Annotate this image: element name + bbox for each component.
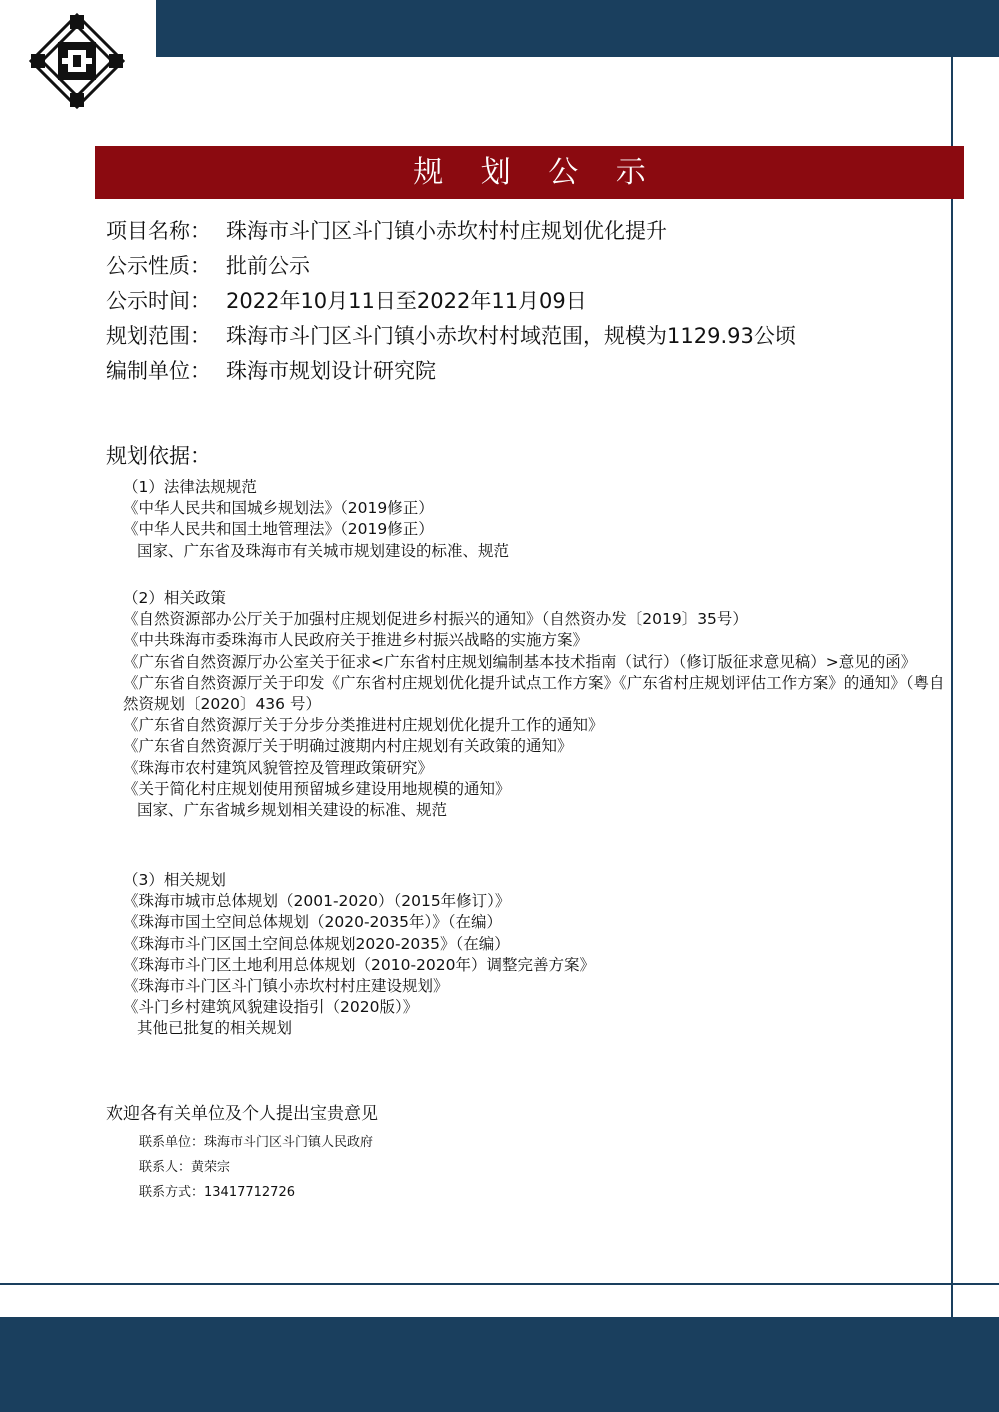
list-item: 《关于简化村庄规划使用预留城乡建设用地规模的通知》: [123, 779, 511, 798]
info-label: 规划范围：: [106, 324, 211, 348]
basis-title: 规划依据：: [106, 444, 211, 468]
info-row-project-name: [106, 216, 796, 251]
list-item: 《珠海市斗门区土地利用总体规划（2010-2020年）调整完善方案》: [123, 955, 595, 974]
list-item: 《珠海市国土空间总体规划（2020-2035年）》（在编）: [123, 913, 502, 932]
info-value: 珠海市规划设计研究院: [226, 359, 436, 383]
list-item: 《中共珠海市委珠海市人民政府关于推进乡村振兴战略的实施方案》: [123, 631, 589, 650]
list-item: 《广东省自然资源厅办公室关于征求<广东省村庄规划编制基本技术指南（试行）（修订版征求意见稿）>意见的函》: [123, 652, 917, 671]
section-heading: （1）法律法规规范: [123, 478, 257, 496]
project-info: [106, 216, 796, 391]
info-label: 项目名称：: [106, 219, 211, 243]
info-value: 2022年10月11日至2022年11月09日: [226, 289, 587, 313]
list-item: 国家、广东省城乡规划相关建设的标准、规范: [137, 801, 448, 820]
section-heading: （3）相关规划: [123, 871, 226, 889]
list-item: 《珠海市斗门区国土空间总体规划2020-2035》（在编）: [123, 934, 510, 953]
list-item: 《中华人民共和国城乡规划法》（2019修正）: [123, 499, 434, 518]
list-item: 国家、广东省及珠海市有关城市规划建设的标准、规范: [137, 541, 510, 560]
title-banner: [95, 146, 964, 199]
section-heading: （2）相关政策: [123, 589, 226, 607]
bottom-frame-line: [0, 1283, 999, 1285]
list-item: 《广东省自然资源厅关于分步分类推进村庄规划优化提升工作的通知》: [123, 716, 604, 735]
planning-emblem-icon: [28, 12, 126, 110]
contact-info: [139, 1130, 373, 1205]
info-row-scope: [106, 321, 796, 356]
list-item: 其他已批复的相关规划: [137, 1019, 293, 1038]
contact-unit: 联系单位：珠海市斗门区斗门镇人民政府: [139, 1135, 374, 1150]
basis-section-laws: [123, 477, 951, 562]
list-item: 《珠海市斗门区斗门镇小赤坎村村庄建设规划》: [123, 977, 449, 996]
contact-person: 联系人：黄荣宗: [139, 1160, 231, 1175]
info-row-compiler: [106, 356, 796, 391]
info-row-period: [106, 286, 796, 321]
page-title: 规 划 公 示: [413, 155, 660, 190]
contact-phone: 联系方式：13417712726: [139, 1185, 295, 1200]
info-label: 编制单位：: [106, 359, 211, 383]
list-item: 《斗门乡村建筑风貌建设指引（2020版）》: [123, 998, 419, 1017]
list-item: 《中华人民共和国土地管理法》（2019修正）: [123, 520, 434, 539]
bottom-footer-band: [0, 1317, 999, 1412]
welcome-message: 欢迎各有关单位及个人提出宝贵意见: [106, 1104, 378, 1124]
info-value: 珠海市斗门区斗门镇小赤坎村村域范围，规模为1129.93公顷: [226, 324, 796, 348]
info-row-nature: [106, 251, 796, 286]
right-frame-line: [951, 57, 953, 1317]
logo-container: [0, 0, 156, 118]
list-item: 《自然资源部办公厅关于加强村庄规划促进乡村振兴的通知》（自然资办发〔2019〕35号）: [123, 610, 748, 629]
info-label: 公示时间：: [106, 289, 211, 313]
info-label: 公示性质：: [106, 254, 211, 278]
info-value: 批前公示: [226, 254, 310, 278]
list-item: 《广东省自然资源厅关于明确过渡期内村庄规划有关政策的通知》: [123, 737, 573, 756]
list-item: 《珠海市城市总体规划（2001-2020）（2015年修订）》: [123, 892, 511, 911]
info-value: 珠海市斗门区斗门镇小赤坎村村庄规划优化提升: [226, 219, 667, 243]
list-item: 《珠海市农村建筑风貌管控及管理政策研究》: [123, 758, 434, 777]
basis-section-plans: [123, 870, 951, 1040]
basis-section-policies: [123, 588, 951, 821]
list-item: 《广东省自然资源厅关于印发《广东省村庄规划优化提升试点工作方案》《广东省村庄规划评估工作方案》的通知》（粤自然资规划〔2020〕436 号）: [123, 673, 945, 714]
